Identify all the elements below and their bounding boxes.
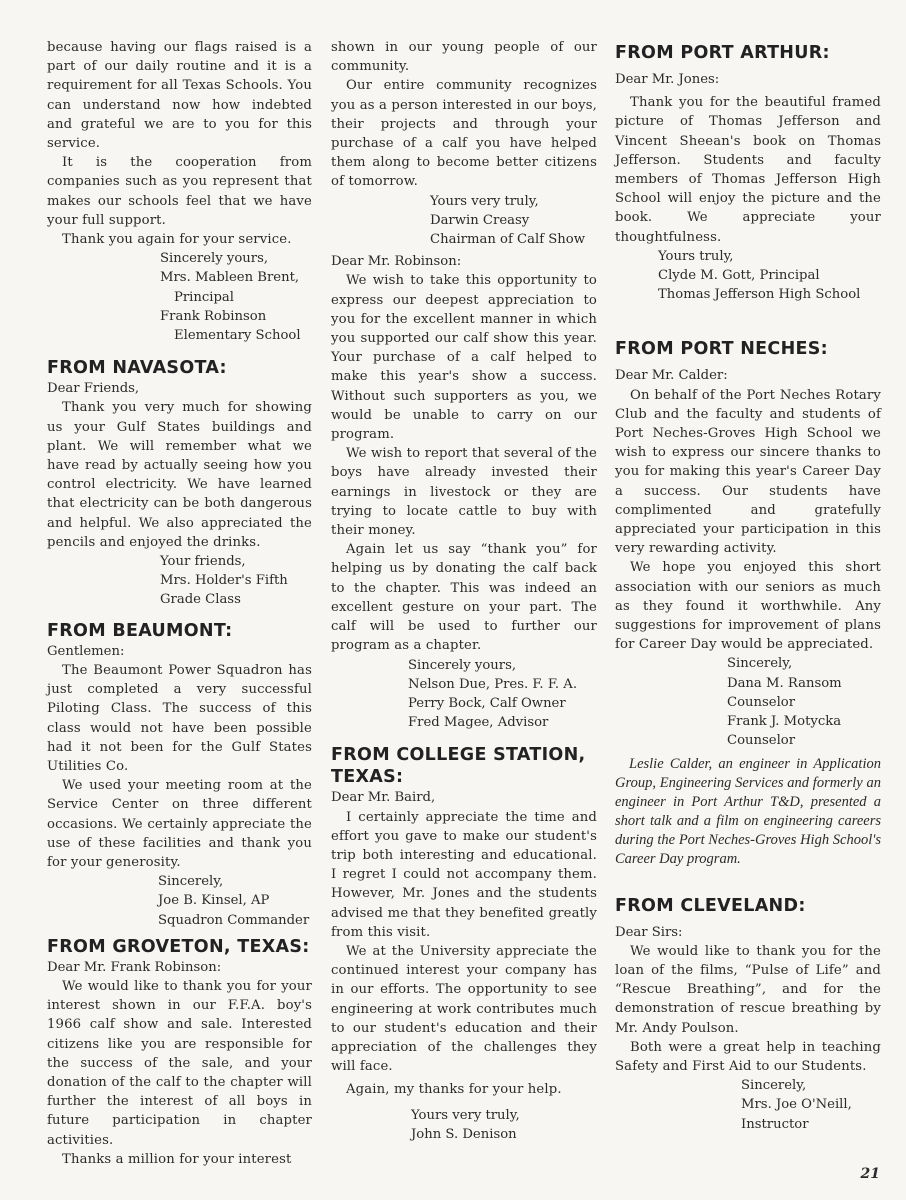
paragraph: Both were a great help in teaching Safety and First Aid to our Students. xyxy=(615,1039,881,1074)
paragraph: Again, my thanks for your help. xyxy=(346,1082,562,1098)
salutation: Dear Friends, xyxy=(47,381,140,397)
paragraph: Thank you for the beautiful framed picture of Thomas Jefferson and Vincent Sheean's book on Thomas Jefferson. Students and faculty members of Thomas Jefferson High School will enjoy the picture and the book. We appreciate your thoughtfulness. xyxy=(615,95,881,245)
paragraph: It is the cooperation from companies such as you represent that makes our schools feel that we have your full support. xyxy=(47,155,312,228)
section-heading-port-arthur: FROM PORT ARTHUR: xyxy=(615,43,830,63)
paragraph: We wish to report that several of the boys have already invested their earnings in livestock or they are trying to locate cattle to buy with their money. xyxy=(331,446,597,539)
paragraph: We used your meeting room at the Service Center on three different occasions. We certainly appreciate the use of these facilities and thank you for your generosity. xyxy=(47,778,312,870)
paragraph: Thanks a million for your interest xyxy=(62,1151,292,1167)
section-heading-groveton: FROM GROVETON, TEXAS: xyxy=(47,936,310,957)
paragraph: because having our flags raised is a part of our daily routine and it is a requirement for all Texas Schools. You can understand now how indebted and grateful we are to you for this service. xyxy=(47,40,312,152)
section-heading-cleveland: FROM CLEVELAND: xyxy=(615,895,806,916)
signature-block: Sincerely yours, Mrs. Mableen Brent, Principal Frank Robinson Elementary School xyxy=(160,251,301,344)
paragraph: We hope you enjoyed this short association with our seniors as much as they found it worthwhile. Any suggestions for improvement of plans for Career Day would be appreciated. xyxy=(615,560,881,653)
paragraph: Thank you very much for showing us your Gulf States buildings and plant. We will remember what we have read by actually seeing how you control electricity. We have learned that electricity can be both dangerous and helpful. We also appreciated the pencils and enjoyed the drinks. xyxy=(47,400,312,550)
salutation: Dear Mr. Baird, xyxy=(331,790,436,806)
signature-block: Yours truly, Clyde M. Gott, Principal Thomas Jefferson High School xyxy=(658,248,861,303)
paragraph: Thank you again for your service. xyxy=(62,232,292,248)
signature-block: Yours very truly, Darwin Creasy Chairman of Calf Show xyxy=(430,193,586,248)
column-2 xyxy=(331,38,597,1144)
salutation: Dear Sirs: xyxy=(615,924,683,940)
paragraph: We would like to thank you for your interest shown in our F.F.A. boy's 1966 calf show and sale. Interested citizens like you are responsible for the success of the sale, and your donation of the calf to the chapter will further the interest of all boys in future participation in chapter activities. xyxy=(47,978,312,1148)
salutation: Dear Mr. Calder: xyxy=(615,368,728,384)
page-number: 21 xyxy=(860,1166,880,1182)
section-heading-navasota: FROM NAVASOTA: xyxy=(47,358,227,379)
paragraph: We would like to thank you for the loan of the films, “Pulse of Life” and “Rescue Breathing”, and for the demonstration of rescue breathing by Mr. Andy Poulson. xyxy=(615,943,881,1036)
paragraph: shown in our young people of our community. xyxy=(331,40,597,75)
paragraph: I certainly appreciate the time and effort you gave to make our student's trip both interesting and educational. I regret I could not accompany them. However, Mr. Jones and the students advised me that they benefited greatly from this visit. xyxy=(331,809,597,940)
salutation: Gentlemen: xyxy=(47,643,125,659)
signature-block: Sincerely, Joe B. Kinsel, AP Squadron Commander xyxy=(158,874,310,928)
signature-block: Sincerely, Mrs. Joe O'Neill, Instructor xyxy=(741,1078,852,1132)
column-3 xyxy=(615,38,881,1134)
signature-block: Sincerely yours, Nelson Due, Pres. F. F. A. Perry Bock, Calf Owner Fred Magee, Advisor xyxy=(408,657,578,731)
paragraph: Again let us say “thank you” for helping us by donating the calf back to the chapter. This was indeed an excellent gesture on your part. The calf will be used to further our program as a chapter. xyxy=(331,542,597,654)
paragraph: We wish to take this opportunity to express our deepest appreciation to you for the excellent manner in which you supported our calf show this year. Your purchase of a calf helped to make this year's show a success. Without such supporters as you, we would be unable to carry on our program. xyxy=(331,273,597,443)
section-heading-college-station: FROM COLLEGE STATION, TEXAS: xyxy=(331,745,586,788)
signature-block: Sincerely, Dana M. Ransom Counselor Frank J. Motycka Counselor xyxy=(727,656,842,749)
signature-block: Your friends, Mrs. Holder's Fifth Grade Class xyxy=(160,554,288,608)
paragraph: Our entire community recognizes you as a person interested in our boys, their projects and through your purchase of a calf you have helped them along to become better citizens of tomorrow. xyxy=(331,78,597,190)
salutation: Dear Mr. Robinson: xyxy=(331,254,462,270)
paragraph: We at the University appreciate the continued interest your company has in our efforts. The opportunity to see engineering at work contributes much to our student's education and their appreciation of the challenges they will face. xyxy=(331,943,597,1075)
editorial-note: Leslie Calder, an engineer in Application Group, Engineering Services and formerly an engineer in Port Arthur T&D, presented a short talk and a film on engineering careers during the Port Neches-Groves High School's Career Day program. xyxy=(615,755,881,867)
section-heading-beaumont: FROM BEAUMONT: xyxy=(47,620,233,641)
salutation: Dear Mr. Frank Robinson: xyxy=(47,959,222,975)
paragraph: On behalf of the Port Neches Rotary Club and the faculty and students of Port Neches-Groves High School we wish to express our sincere thanks to you for making this year's Career Day a success. Our students have complimented and gratefully appreciated your participation in this very rewarding activity. xyxy=(615,387,881,557)
paragraph: The Beaumont Power Squadron has just completed a very successful Piloting Class. The success of this class would not have been possible had it not been for the Gulf States Utilities Co. xyxy=(47,662,312,774)
column-1 xyxy=(47,38,312,1169)
signature-block: Yours very truly, John S. Denison xyxy=(411,1107,520,1142)
salutation: Dear Mr. Jones: xyxy=(615,72,720,87)
section-heading-port-neches: FROM PORT NECHES: xyxy=(615,339,828,360)
